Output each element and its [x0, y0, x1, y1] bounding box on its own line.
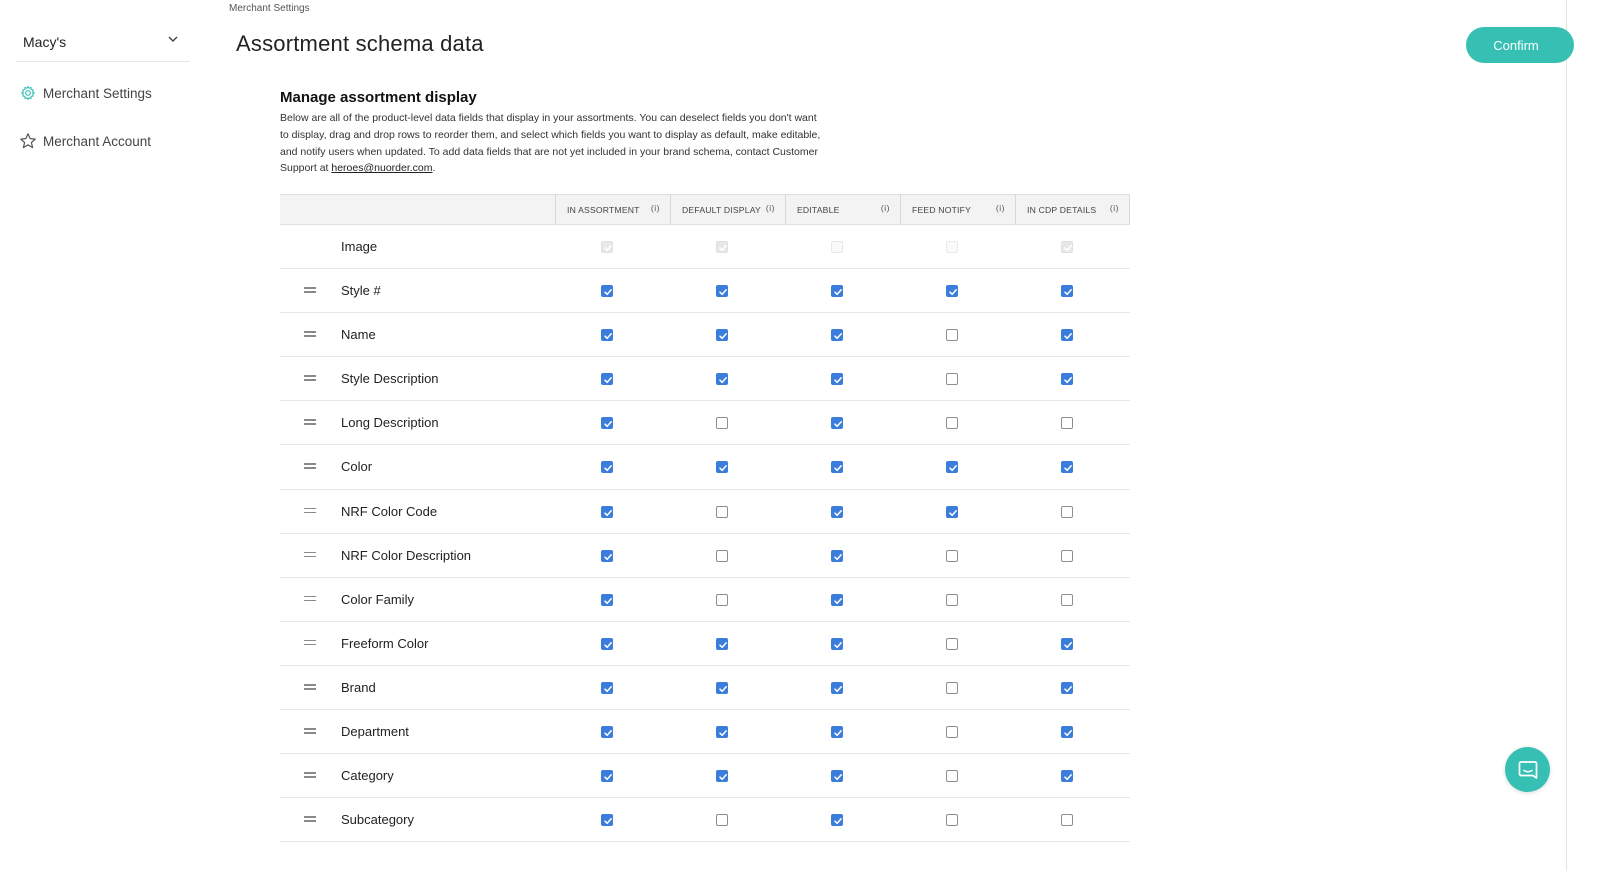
sidebar-item-merchant-settings[interactable]: [19, 82, 152, 104]
checkbox-in-assortment[interactable]: [601, 550, 613, 562]
section-description-text: Below are all of the product-level data fields that display in your assortments. You can deselect fields you don't want to display, drag and drop rows to reorder them, and select which fields you want to display as default, make editable, and notify users when updated. To add data fields that are not yet included in your brand schema, contact Customer Support at: [280, 112, 821, 175]
table-body: [280, 225, 1130, 842]
checkbox-in-assortment[interactable]: [601, 726, 613, 738]
table-row: [280, 622, 1130, 666]
field-name: Brand: [341, 679, 376, 695]
section-title: Manage assortment display: [280, 89, 477, 106]
checkbox-in-assortment[interactable]: [601, 506, 613, 518]
table-row: [280, 798, 1130, 842]
checkbox-feed-notify[interactable]: [946, 461, 958, 473]
page-title: Assortment schema data: [236, 31, 484, 56]
checkbox-in-cdp-details: [1061, 241, 1073, 253]
checkbox-default-display[interactable]: [716, 417, 728, 429]
checkbox-feed-notify[interactable]: [946, 682, 958, 694]
checkbox-editable[interactable]: [831, 814, 843, 826]
checkbox-editable[interactable]: [831, 726, 843, 738]
checkbox-default-display[interactable]: [716, 682, 728, 694]
drag-handle-icon[interactable]: [304, 287, 316, 293]
checkbox-editable[interactable]: [831, 417, 843, 429]
table-row: [280, 666, 1130, 710]
drag-handle-icon[interactable]: [304, 508, 316, 514]
checkbox-in-cdp-details[interactable]: [1061, 417, 1073, 429]
checkbox-feed-notify: [946, 241, 958, 253]
checkbox-editable: [831, 241, 843, 253]
field-name: Freeform Color: [341, 635, 429, 651]
table-row: [280, 490, 1130, 534]
checkbox-editable[interactable]: [831, 285, 843, 297]
sidebar-item-merchant-account[interactable]: [19, 130, 151, 152]
checkbox-editable[interactable]: [831, 461, 843, 473]
column-header[interactable]: [900, 195, 1015, 224]
checkbox-in-assortment: [601, 241, 613, 253]
column-header[interactable]: [670, 195, 785, 224]
checkbox-in-assortment[interactable]: [601, 461, 613, 473]
field-name: NRF Color Code: [341, 503, 438, 519]
info-icon[interactable]: (i): [880, 203, 890, 213]
checkbox-in-cdp-details[interactable]: [1061, 726, 1073, 738]
table-row: [280, 445, 1130, 489]
checkbox-in-cdp-details[interactable]: [1061, 594, 1073, 606]
checkbox-editable[interactable]: [831, 550, 843, 562]
checkbox-editable[interactable]: [831, 373, 843, 385]
checkbox-default-display[interactable]: [716, 506, 728, 518]
checkbox-in-assortment[interactable]: [601, 682, 613, 694]
breadcrumb[interactable]: Merchant Settings: [229, 3, 310, 14]
drag-handle-icon[interactable]: [304, 463, 316, 469]
table-row: [280, 578, 1130, 622]
drag-handle-icon[interactable]: [304, 331, 316, 337]
checkbox-feed-notify[interactable]: [946, 638, 958, 650]
field-name: Color Family: [341, 591, 414, 607]
table-row: [280, 225, 1130, 269]
sidebar: [0, 0, 200, 871]
sidebar-item-label: Merchant Settings: [43, 85, 152, 101]
schema-table: [280, 194, 1130, 842]
sidebar-item-label: Merchant Account: [43, 133, 152, 149]
checkbox-feed-notify[interactable]: [946, 373, 958, 385]
checkbox-feed-notify[interactable]: [946, 770, 958, 782]
checkbox-feed-notify[interactable]: [946, 726, 958, 738]
column-header-label: IN CDP DETAILS: [1027, 204, 1097, 215]
field-name: Subcategory: [341, 812, 414, 828]
checkbox-in-cdp-details[interactable]: [1061, 373, 1073, 385]
info-icon[interactable]: (i): [995, 203, 1005, 213]
info-icon[interactable]: (i): [650, 203, 660, 213]
checkbox-in-cdp-details[interactable]: [1061, 638, 1073, 650]
field-name: Style Description: [341, 371, 439, 387]
chat-icon: [1517, 759, 1539, 781]
checkbox-in-cdp-details[interactable]: [1061, 329, 1073, 341]
checkbox-feed-notify[interactable]: [946, 285, 958, 297]
checkbox-in-cdp-details[interactable]: [1061, 461, 1073, 473]
info-icon[interactable]: (i): [1109, 203, 1119, 213]
field-name: NRF Color Description: [341, 547, 472, 563]
column-header-label: IN ASSORTMENT: [567, 204, 640, 215]
checkbox-default-display[interactable]: [716, 373, 728, 385]
drag-handle-icon[interactable]: [304, 640, 316, 646]
window-edge-divider: [1566, 0, 1567, 871]
chat-button[interactable]: [1505, 747, 1550, 792]
checkbox-feed-notify[interactable]: [946, 550, 958, 562]
gear-icon: [19, 84, 37, 102]
checkbox-in-cdp-details[interactable]: [1061, 814, 1073, 826]
field-name: Name: [341, 327, 376, 343]
checkbox-feed-notify[interactable]: [946, 417, 958, 429]
drag-handle-icon[interactable]: [304, 684, 316, 690]
field-name: Color: [341, 459, 373, 475]
checkbox-default-display: [716, 241, 728, 253]
checkbox-in-cdp-details[interactable]: [1061, 770, 1073, 782]
checkbox-in-cdp-details[interactable]: [1061, 550, 1073, 562]
checkbox-in-assortment[interactable]: [601, 814, 613, 826]
column-header-label: EDITABLE: [797, 204, 840, 215]
checkbox-in-assortment[interactable]: [601, 638, 613, 650]
checkbox-editable[interactable]: [831, 506, 843, 518]
checkbox-default-display[interactable]: [716, 814, 728, 826]
checkbox-feed-notify[interactable]: [946, 329, 958, 341]
table-row: [280, 710, 1130, 754]
checkbox-default-display[interactable]: [716, 726, 728, 738]
drag-handle-icon[interactable]: [304, 552, 316, 558]
field-name: Department: [341, 724, 409, 740]
checkbox-feed-notify[interactable]: [946, 814, 958, 826]
table-header: [280, 194, 1130, 225]
checkbox-editable[interactable]: [831, 329, 843, 341]
checkbox-in-cdp-details[interactable]: [1061, 682, 1073, 694]
table-row: [280, 269, 1130, 313]
field-name: Long Description: [341, 415, 439, 431]
drag-handle-icon[interactable]: [304, 419, 316, 425]
checkbox-in-assortment[interactable]: [601, 285, 613, 297]
checkbox-default-display[interactable]: [716, 770, 728, 782]
drag-handle-icon[interactable]: [304, 772, 316, 778]
field-name: Image: [341, 239, 378, 254]
checkbox-in-assortment[interactable]: [601, 770, 613, 782]
checkbox-feed-notify[interactable]: [946, 594, 958, 606]
field-name: Category: [341, 768, 394, 784]
field-name: Style #: [341, 283, 381, 299]
column-header[interactable]: [1015, 195, 1130, 224]
column-header[interactable]: [785, 195, 900, 224]
drag-handle-icon[interactable]: [304, 375, 316, 381]
checkbox-default-display[interactable]: [716, 550, 728, 562]
confirm-button[interactable]: Confirm: [1466, 27, 1574, 63]
support-email-link[interactable]: heroes@nuorder.com: [331, 162, 433, 175]
checkbox-editable[interactable]: [831, 682, 843, 694]
star-icon: [19, 132, 37, 150]
merchant-select[interactable]: [16, 24, 190, 62]
section-description-end: .: [432, 162, 436, 175]
checkbox-default-display[interactable]: [716, 638, 728, 650]
table-row: [280, 534, 1130, 578]
drag-handle-icon[interactable]: [304, 816, 316, 822]
column-header-label: FEED NOTIFY: [912, 204, 972, 215]
info-icon[interactable]: (i): [765, 203, 775, 213]
column-header[interactable]: [555, 195, 670, 224]
section-description: [280, 110, 825, 177]
chevron-down-icon: [166, 32, 180, 46]
checkbox-editable[interactable]: [831, 770, 843, 782]
checkbox-feed-notify[interactable]: [946, 506, 958, 518]
checkbox-editable[interactable]: [831, 594, 843, 606]
checkbox-default-display[interactable]: [716, 461, 728, 473]
checkbox-in-assortment[interactable]: [601, 373, 613, 385]
checkbox-in-cdp-details[interactable]: [1061, 506, 1073, 518]
table-row: [280, 313, 1130, 357]
checkbox-editable[interactable]: [831, 638, 843, 650]
table-row: [280, 357, 1130, 401]
column-header-label: DEFAULT DISPLAY: [682, 204, 761, 215]
table-row: [280, 754, 1130, 798]
checkbox-in-assortment[interactable]: [601, 329, 613, 341]
checkbox-default-display[interactable]: [716, 285, 728, 297]
table-row: [280, 401, 1130, 445]
checkbox-in-assortment[interactable]: [601, 417, 613, 429]
drag-handle-icon[interactable]: [304, 728, 316, 734]
merchant-select-label: Macy's: [23, 34, 67, 50]
checkbox-in-assortment[interactable]: [601, 594, 613, 606]
drag-handle-icon[interactable]: [304, 596, 316, 602]
checkbox-in-cdp-details[interactable]: [1061, 285, 1073, 297]
checkbox-default-display[interactable]: [716, 329, 728, 341]
checkbox-default-display[interactable]: [716, 594, 728, 606]
